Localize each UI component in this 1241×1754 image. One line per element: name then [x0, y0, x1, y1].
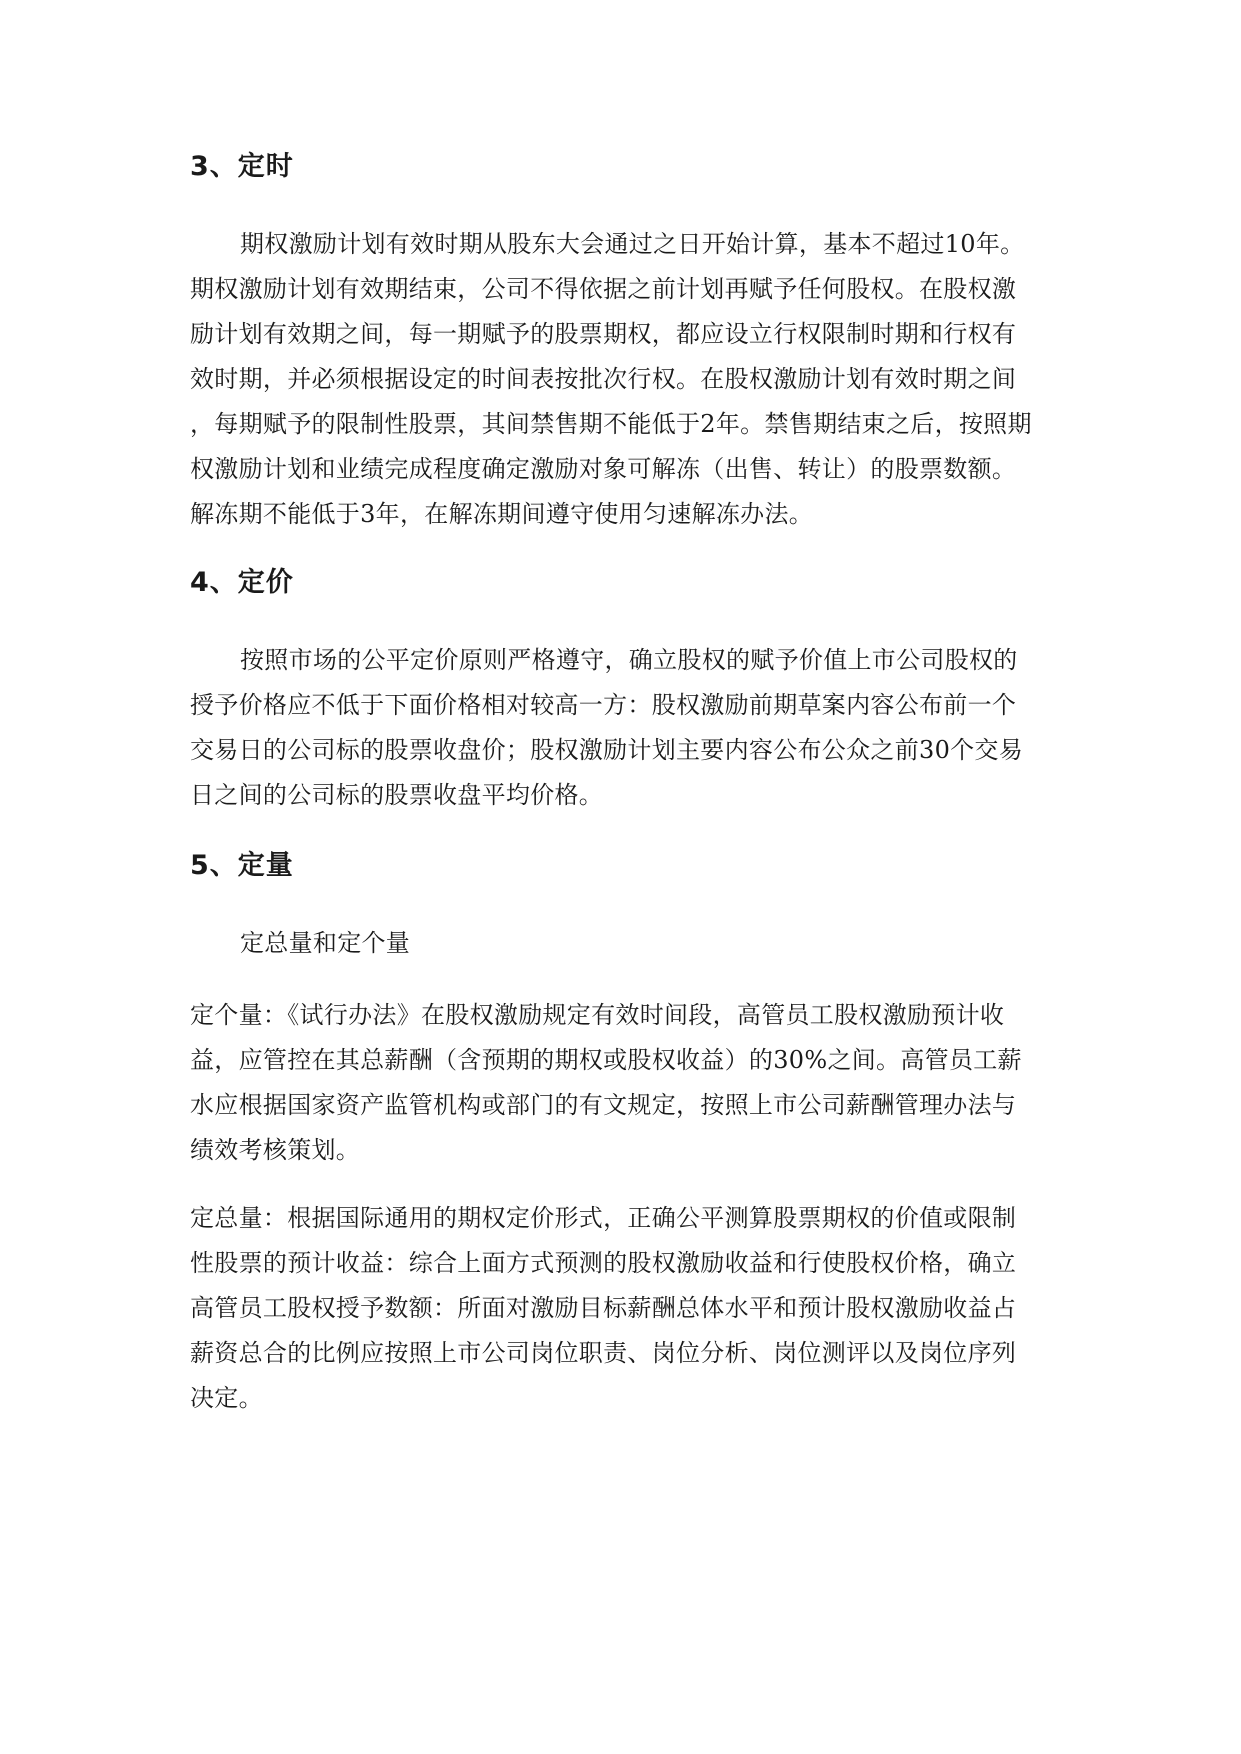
paragraph-pricing: [190, 638, 1050, 818]
text-line: 交易日的公司标的股票收盘价；股权激励计划主要内容公布公众之前30个交易: [190, 736, 1024, 764]
text-line: 绩效考核策划。: [190, 1136, 361, 1164]
text-line: 水应根据国家资产监管机构或部门的有文规定，按照上市公司薪酬管理办法与: [190, 1091, 1017, 1119]
paragraph-quantity-intro: [190, 921, 1050, 966]
text-line: 决定。: [190, 1384, 263, 1412]
section-heading-pricing: 4、定价: [190, 567, 294, 598]
text-line: 授予价格应不低于下面价格相对较高一方：股权激励前期草案内容公布前一个: [190, 691, 1017, 719]
text-line: 定总量：根据国际通用的期权定价形式，正确公平测算股票期权的价值或限制: [190, 1204, 1017, 1232]
text-line: 高管员工股权授予数额：所面对激励目标薪酬总体水平和预计股权激励收益占: [190, 1294, 1017, 1322]
text-line: 励计划有效期之间，每一期赋予的股票期权，都应设立行权限制时期和行权有: [190, 320, 1017, 348]
text-line: 期权激励计划有效期结束，公司不得依据之前计划再赋予任何股权。在股权激: [190, 275, 1017, 303]
text-line: 益，应管控在其总薪酬（含预期的期权或股权收益）的30%之间。高管员工薪: [190, 1046, 1022, 1074]
text-line: 定个量：《试行办法》在股权激励规定有效时间段，高管员工股权激励预计收: [190, 1001, 1005, 1029]
text-line: 薪资总合的比例应按照上市公司岗位职责、岗位分析、岗位测评以及岗位序列: [190, 1339, 1017, 1367]
paragraph-individual-quantity: [190, 993, 1050, 1173]
text-line: 解冻期不能低于3年，在解冻期间遵守使用匀速解冻办法。: [190, 500, 814, 528]
text-line: 定总量和定个量: [240, 929, 411, 957]
section-heading-timing: 3、定时: [190, 151, 294, 182]
paragraph-timing: [190, 222, 1050, 537]
text-line: ，每期赋予的限制性股票，其间禁售期不能低于2年。禁售期结束之后，按照期: [190, 410, 1032, 438]
paragraph-total-quantity: [190, 1196, 1050, 1421]
text-line: 日之间的公司标的股票收盘平均价格。: [190, 781, 604, 809]
text-line: 按照市场的公平定价原则严格遵守，确立股权的赋予价值上市公司股权的: [240, 646, 1018, 674]
text-line: 期权激励计划有效时期从股东大会通过之日开始计算，基本不超过10年。: [240, 230, 1025, 258]
text-line: 性股票的预计收益：综合上面方式预测的股权激励收益和行使股权价格，确立: [190, 1249, 1017, 1277]
section-heading-quantity: 5、定量: [190, 850, 294, 881]
text-line: 权激励计划和业绩完成程度确定激励对象可解冻（出售、转让）的股票数额。: [190, 455, 1017, 483]
text-line: 效时期，并必须根据设定的时间表按批次行权。在股权激励计划有效时期之间: [190, 365, 1017, 393]
